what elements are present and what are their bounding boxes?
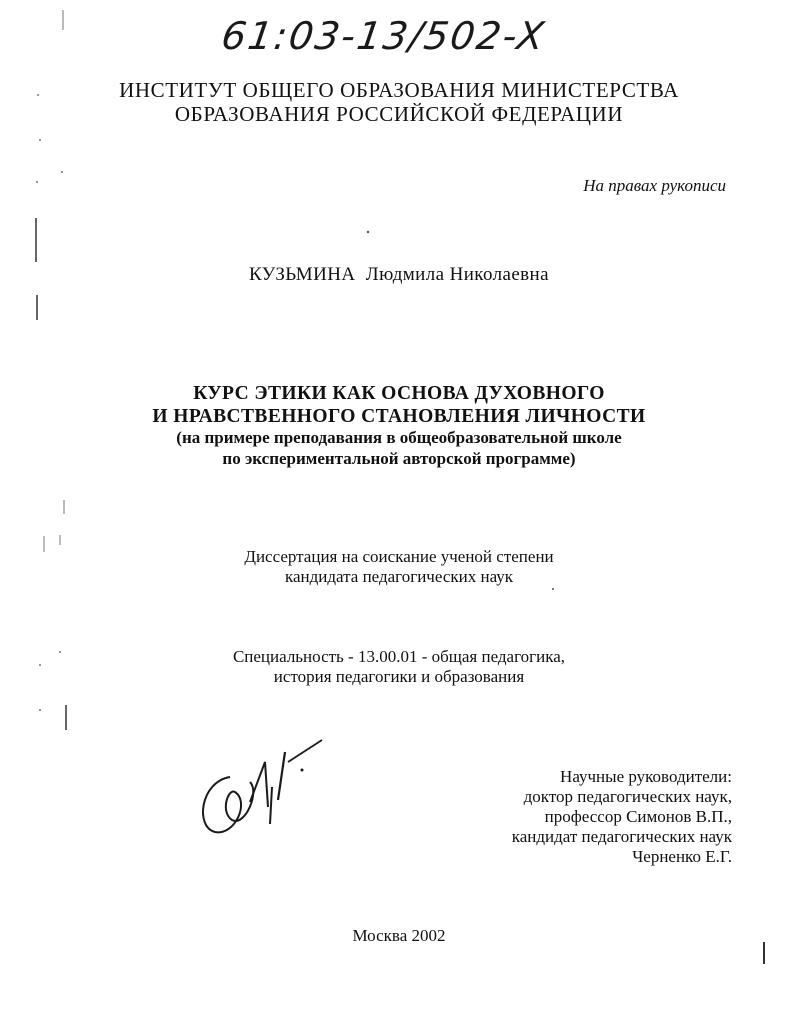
subtitle-line-1: (на примере преподавания в общеобразовательной школе <box>176 428 622 447</box>
institution-header <box>0 78 798 126</box>
advisors-heading: Научные руководители: <box>560 767 732 786</box>
scientific-advisors <box>512 767 732 867</box>
title-line-2: И НРАВСТВЕННОГО СТАНОВЛЕНИЯ ЛИЧНОСТИ <box>152 406 646 427</box>
advisor-line-4: Черненко Е.Г. <box>632 847 732 866</box>
degree-line-2: кандидата педагогических наук <box>284 567 514 586</box>
specialty-line-1: Специальность - 13.00.01 - общая педагогика, <box>232 647 566 666</box>
degree-line-1: Диссертация на соискание ученой степени <box>244 547 554 566</box>
author-surname: КУЗЬМИНА <box>249 264 356 285</box>
institution-line-1: ИНСТИТУТ ОБЩЕГО ОБРАЗОВАНИЯ МИНИСТЕРСТВА <box>119 78 679 102</box>
advisor-line-3: кандидат педагогических наук <box>511 827 732 846</box>
advisor-line-2: профессор Симонов В.П., <box>544 807 732 826</box>
author-name <box>0 264 798 286</box>
specialty-statement <box>0 647 798 687</box>
dissertation-title <box>0 382 798 428</box>
handwritten-catalog-code: 61:03-13/502-X <box>218 14 549 58</box>
institution-line-2: ОБРАЗОВАНИЯ РОССИЙСКОЙ ФЕДЕРАЦИИ <box>174 102 624 126</box>
degree-statement <box>0 547 798 587</box>
handwritten-signature <box>190 732 330 842</box>
author-given-names: Людмила Николаевна <box>365 264 549 285</box>
city-and-year: Москва 2002 <box>352 926 446 945</box>
specialty-line-2: история педагогики и образования <box>273 667 525 686</box>
advisor-line-1: доктор педагогических наук, <box>523 787 732 806</box>
manuscript-rights-note: На правах рукописи <box>583 176 726 195</box>
dissertation-subtitle <box>0 427 798 469</box>
title-line-1: КУРС ЭТИКИ КАК ОСНОВА ДУХОВНОГО <box>193 383 605 404</box>
subtitle-line-2: по экспериментальной авторской программе) <box>222 449 576 468</box>
